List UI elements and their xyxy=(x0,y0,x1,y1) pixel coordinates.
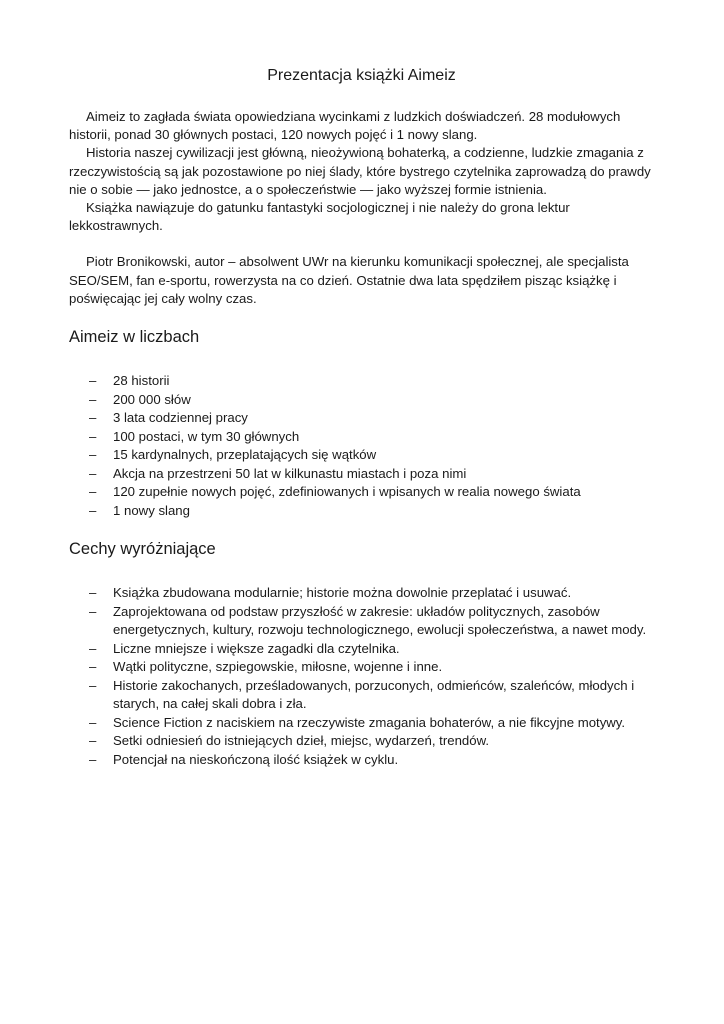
numbers-list xyxy=(69,372,654,520)
dash-bullet: – xyxy=(89,410,97,426)
list-item-text: 200 000 słów xyxy=(113,391,191,407)
document-title: Prezentacja książki Aimeiz xyxy=(267,67,456,84)
list-item-text: Science Fiction z naciskiem na rzeczywiste zmagania bohaterów, a nie fikcyjne motywy. xyxy=(113,714,626,730)
list-item xyxy=(69,640,654,659)
dash-bullet: – xyxy=(89,659,97,675)
list-item xyxy=(69,446,654,465)
list-item-text: 1 nowy slang xyxy=(113,502,190,518)
list-item-text: 15 kardynalnych, przeplatających się wątków xyxy=(113,447,377,463)
list-item-text: Wątki polityczne, szpiegowskie, miłosne, wojenne i inne. xyxy=(113,659,443,675)
list-item xyxy=(69,603,654,640)
dash-bullet: – xyxy=(89,640,97,656)
list-item xyxy=(69,714,654,733)
list-item-text: Akcja na przestrzeni 50 lat w kilkunastu miastach i poza nimi xyxy=(113,465,467,481)
list-item xyxy=(69,751,654,770)
dash-bullet: – xyxy=(89,428,97,444)
dash-bullet: – xyxy=(89,733,97,749)
list-item xyxy=(69,658,654,677)
list-item-text: Liczne mniejsze i większe zagadki dla czytelnika. xyxy=(113,640,400,656)
list-item-text: Zaprojektowana od podstaw przyszłość w zakresie: układów politycznych, zasobów energetycznych, kultury, rozwoju technologicznego, ewolucji społeczeństwa, a nawet mody. xyxy=(113,603,647,638)
dash-bullet: – xyxy=(89,502,97,518)
dash-bullet: – xyxy=(89,484,97,500)
list-item xyxy=(69,732,654,751)
list-item-text: 100 postaci, w tym 30 głównych xyxy=(113,428,300,444)
dash-bullet: – xyxy=(89,585,97,601)
author-paragraph: Piotr Bronikowski, autor – absolwent UWr na kierunku komunikacji społecznej, ale specjalista SEO/SEM, fan e-sportu, rowerzysta na co dzień. Ostatnie dwa lata spędziłem pisząc książkę i poświęcając jej cały wolny czas. xyxy=(69,254,629,306)
dash-bullet: – xyxy=(89,391,97,407)
list-item-text: Setki odniesień do istniejących dzieł, miejsc, wydarzeń, trendów. xyxy=(113,733,490,749)
dash-bullet: – xyxy=(89,677,97,693)
list-item xyxy=(69,584,654,603)
intro-paragraph-3: Książka nawiązuje do gatunku fantastyki socjologicznej i nie należy do grona lektur lekkostrawnych. xyxy=(69,200,570,234)
list-item-text: Książka zbudowana modularnie; historie można dowolnie przeplatać i usuwać. xyxy=(113,585,572,601)
features-section-heading: Cechy wyróżniające xyxy=(69,540,216,559)
list-item-text: Historie zakochanych, prześladowanych, porzuconych, odmieńców, szaleńców, młodych i starych, na całej skali dobra i zła. xyxy=(113,677,635,712)
list-item xyxy=(69,428,654,447)
numbers-section-heading: Aimeiz w liczbach xyxy=(69,328,200,347)
list-item-text: Potencjał na nieskończoną ilość książek w cyklu. xyxy=(113,751,399,767)
list-item xyxy=(69,391,654,410)
features-list xyxy=(69,584,654,769)
list-item xyxy=(69,502,654,521)
dash-bullet: – xyxy=(89,373,97,389)
dash-bullet: – xyxy=(89,465,97,481)
list-item xyxy=(69,409,654,428)
list-item-text: 120 zupełnie nowych pojęć, zdefiniowanych i wpisanych w realia nowego świata xyxy=(113,484,581,500)
dash-bullet: – xyxy=(89,751,97,767)
dash-bullet: – xyxy=(89,447,97,463)
intro-paragraph-2: Historia naszej cywilizacji jest główną, nieożywioną bohaterką, a codzienne, ludzkie zmagania z rzeczywistością są jak pozostawione po niej ślady, które bystrego czytelnika zaprowadzą do prawdy nie o sobie — jako jednostce, a o społeczeństwie — jako wyższej formie istnienia. xyxy=(69,145,651,197)
dash-bullet: – xyxy=(89,603,97,619)
list-item xyxy=(69,677,654,714)
intro-paragraph-1: Aimeiz to zagłada świata opowiedziana wycinkami z ludzkich doświadczeń. 28 modułowych historii, ponad 30 głównych postaci, 120 nowych pojęć i 1 nowy slang. xyxy=(69,109,621,143)
list-item xyxy=(69,483,654,502)
list-item xyxy=(69,372,654,391)
list-item-text: 28 historii xyxy=(113,373,170,389)
list-item-text: 3 lata codziennej pracy xyxy=(113,410,248,426)
paragraph-spacer xyxy=(69,235,654,253)
dash-bullet: – xyxy=(89,714,97,730)
list-item xyxy=(69,465,654,484)
